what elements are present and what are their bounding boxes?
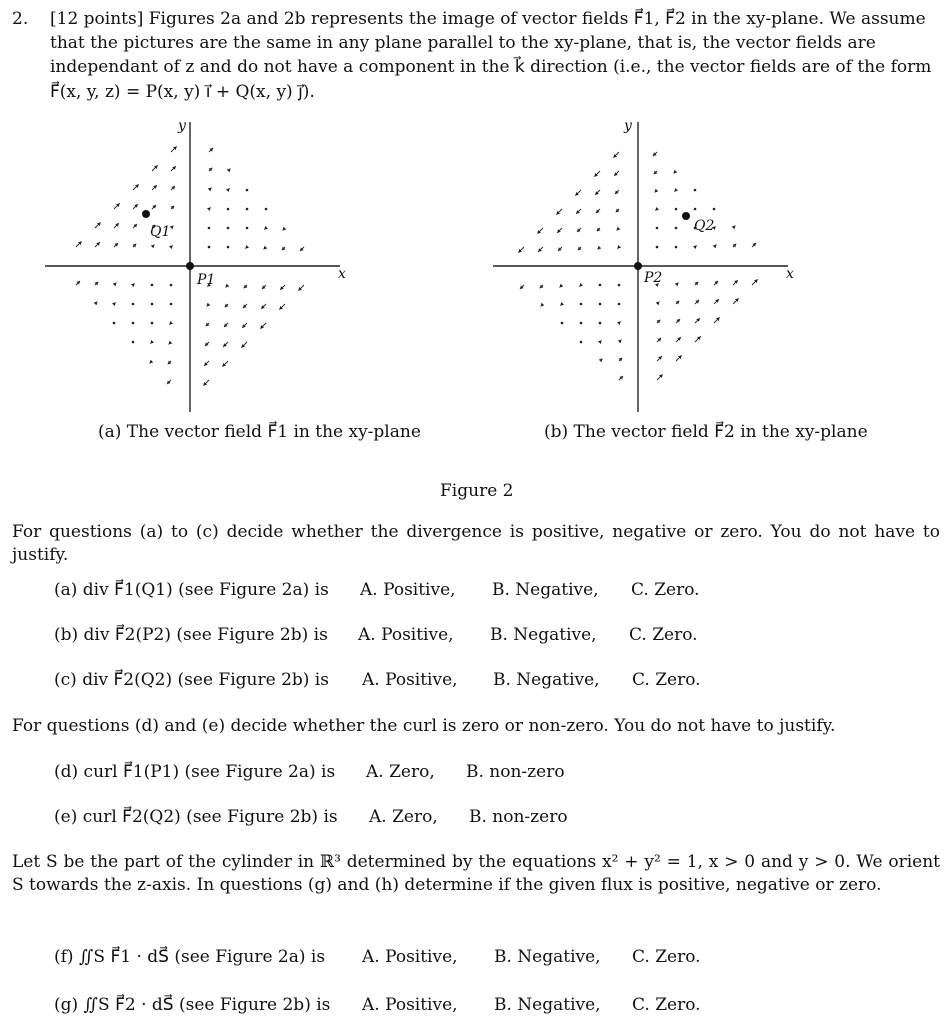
field-dot bbox=[675, 208, 678, 211]
field-dot bbox=[713, 208, 716, 211]
field-arrowhead bbox=[579, 283, 583, 287]
field-arrowhead bbox=[226, 284, 230, 288]
field-arrowhead bbox=[560, 284, 564, 288]
field-dot bbox=[580, 303, 583, 306]
question-text: (c) div F⃗2(Q2) (see Figure 2b) is bbox=[54, 670, 329, 690]
option-b[interactable]: B. Negative, bbox=[494, 995, 601, 1015]
field-dot bbox=[227, 208, 230, 211]
field-arrowhead bbox=[169, 245, 173, 249]
option-b[interactable]: B. non-zero bbox=[466, 762, 565, 782]
field-dot bbox=[675, 227, 678, 230]
field-dot bbox=[208, 246, 211, 249]
field-arrowhead bbox=[674, 188, 678, 192]
field-arrowhead bbox=[169, 341, 173, 345]
q1-label: Q1 bbox=[150, 224, 171, 240]
option-b[interactable]: B. Negative, bbox=[490, 625, 597, 645]
point-p2 bbox=[634, 262, 642, 270]
field-dot bbox=[656, 246, 659, 249]
point-q2 bbox=[682, 212, 690, 220]
question-text: (d) curl F⃗1(P1) (see Figure 2a) is bbox=[54, 762, 336, 782]
field-arrowhead bbox=[131, 283, 135, 287]
field-dot bbox=[113, 322, 116, 325]
field-dot bbox=[132, 303, 135, 306]
field-arrowhead bbox=[599, 359, 603, 363]
field-arrowhead bbox=[541, 303, 545, 307]
option-c[interactable]: C. Zero. bbox=[632, 947, 701, 967]
q2-label: Q2 bbox=[694, 218, 715, 234]
field-arrowhead bbox=[617, 245, 621, 249]
field-dot bbox=[227, 246, 230, 249]
field-arrowhead bbox=[732, 226, 736, 230]
field-arrowhead bbox=[264, 226, 268, 230]
field-arrowhead bbox=[207, 207, 211, 211]
field-arrowhead bbox=[617, 227, 621, 231]
field-arrowhead bbox=[598, 246, 602, 250]
field-arrowhead bbox=[226, 188, 230, 192]
field-dot bbox=[170, 303, 173, 306]
field-arrowhead bbox=[94, 302, 98, 306]
field-dot bbox=[618, 303, 621, 306]
intro-line-3: independant of z and do not have a component in the k⃗ direction (i.e., the vector fields are of the form bbox=[50, 57, 932, 77]
p1-label: P1 bbox=[197, 272, 216, 288]
caption-2a: (a) The vector field F⃗1 in the xy-plane bbox=[98, 422, 421, 442]
option-b[interactable]: B. Negative, bbox=[492, 580, 599, 600]
field-arrowhead bbox=[655, 207, 659, 211]
y-axis-label: y bbox=[624, 118, 632, 134]
field-dot bbox=[580, 322, 583, 325]
option-a[interactable]: A. Positive, bbox=[362, 995, 458, 1015]
field-arrowhead bbox=[713, 245, 717, 249]
option-c[interactable]: C. Zero. bbox=[629, 625, 698, 645]
option-c[interactable]: C. Zero. bbox=[631, 580, 700, 600]
field-dot bbox=[656, 227, 659, 230]
field-arrowhead bbox=[245, 245, 249, 249]
field-arrowhead bbox=[169, 321, 173, 325]
field-dot bbox=[246, 208, 249, 211]
field-dot bbox=[265, 208, 268, 211]
curl-instructions: For questions (d) and (e) decide whether the curl is zero or non-zero. You do not have to justify. bbox=[12, 716, 836, 736]
field-dot bbox=[132, 322, 135, 325]
field-dot bbox=[132, 341, 135, 344]
field-arrowhead bbox=[227, 169, 231, 173]
point-q1 bbox=[142, 210, 150, 218]
option-a[interactable]: A. Positive, bbox=[362, 947, 458, 967]
x-axis-label: x bbox=[786, 266, 794, 282]
field-dot bbox=[227, 227, 230, 230]
field-dot bbox=[694, 208, 697, 211]
field-arrowhead bbox=[674, 170, 678, 174]
flux-instructions: Let S be the part of the cylinder in ℝ³ determined by the equations x² + y² = 1, x > 0 and y > 0. We orient S towards the z-axis. In questions (g) and (h) determine if the given flux is positive, negative or zero. bbox=[12, 852, 940, 895]
intro-line-1: [12 points] Figures 2a and 2b represents the image of vector fields F⃗1, F⃗2 in the xy-plane. We assume bbox=[50, 9, 926, 29]
field-arrowhead bbox=[283, 227, 287, 231]
field-arrowhead bbox=[560, 302, 564, 306]
field-dot bbox=[246, 227, 249, 230]
figure-title: Figure 2 bbox=[440, 481, 514, 501]
field-arrowhead bbox=[655, 189, 659, 193]
option-a[interactable]: A. Zero, bbox=[366, 762, 435, 782]
option-a[interactable]: A. Positive, bbox=[362, 670, 458, 690]
field-dot bbox=[246, 189, 249, 192]
option-b[interactable]: B. Negative, bbox=[494, 947, 601, 967]
figure-2b bbox=[488, 112, 808, 412]
point-p1 bbox=[186, 262, 194, 270]
caption-2b: (b) The vector field F⃗2 in the xy-plane bbox=[544, 422, 868, 442]
option-a[interactable]: A. Zero, bbox=[369, 807, 438, 827]
field-dot bbox=[599, 322, 602, 325]
field-arrowhead bbox=[151, 245, 155, 249]
option-a[interactable]: A. Positive, bbox=[358, 625, 454, 645]
option-b[interactable]: B. Negative, bbox=[493, 670, 600, 690]
field-arrowhead bbox=[693, 245, 697, 249]
field-arrowhead bbox=[618, 340, 622, 344]
option-b[interactable]: B. non-zero bbox=[469, 807, 568, 827]
field-arrowhead bbox=[113, 283, 117, 287]
field-arrowhead bbox=[656, 302, 660, 306]
option-c[interactable]: C. Zero. bbox=[632, 670, 701, 690]
field-dot bbox=[599, 303, 602, 306]
option-a[interactable]: A. Positive, bbox=[360, 580, 456, 600]
field-dot bbox=[151, 284, 154, 287]
x-axis-label: x bbox=[338, 266, 346, 282]
field-arrowhead bbox=[617, 321, 621, 325]
field-arrowhead bbox=[208, 188, 212, 192]
field-dot bbox=[694, 189, 697, 192]
figure-2a bbox=[40, 112, 360, 412]
field-dot bbox=[618, 284, 621, 287]
intro-line-2: that the pictures are the same in any plane parallel to the xy-plane, that is, the vector fields are bbox=[50, 33, 876, 53]
field-dot bbox=[580, 341, 583, 344]
question-text: (e) curl F⃗2(Q2) (see Figure 2b) is bbox=[54, 807, 338, 827]
field-arrowhead bbox=[675, 283, 679, 287]
field-dot bbox=[151, 303, 154, 306]
p2-label: P2 bbox=[644, 270, 663, 286]
field-dot bbox=[151, 322, 154, 325]
field-arrowhead bbox=[150, 360, 154, 364]
field-dot bbox=[561, 322, 564, 325]
field-arrowhead bbox=[150, 340, 154, 344]
question-text: (a) div F⃗1(Q1) (see Figure 2a) is bbox=[54, 580, 329, 600]
intro-line-4: F⃗(x, y, z) = P(x, y) i⃗ + Q(x, y) j⃗). bbox=[50, 82, 315, 102]
option-c[interactable]: C. Zero. bbox=[632, 995, 701, 1015]
y-axis-label: y bbox=[178, 118, 186, 134]
div-instructions: For questions (a) to (c) decide whether the divergence is positive, negative or zero. You do not have to justify. bbox=[12, 522, 940, 565]
problem-number: 2. bbox=[12, 9, 29, 29]
question-text: (b) div F⃗2(P2) (see Figure 2b) is bbox=[54, 625, 328, 645]
field-arrowhead bbox=[264, 246, 268, 250]
field-dot bbox=[170, 284, 173, 287]
field-dot bbox=[599, 284, 602, 287]
question-text: (f) ∬S F⃗1 · dS⃗ (see Figure 2a) is bbox=[54, 947, 326, 967]
field-arrowhead bbox=[112, 302, 116, 306]
question-text: (g) ∬S F⃗2 · dS⃗ (see Figure 2b) is bbox=[54, 995, 331, 1015]
field-dot bbox=[208, 227, 211, 230]
field-arrowhead bbox=[207, 303, 211, 307]
field-arrowhead bbox=[598, 340, 602, 344]
field-dot bbox=[675, 246, 678, 249]
